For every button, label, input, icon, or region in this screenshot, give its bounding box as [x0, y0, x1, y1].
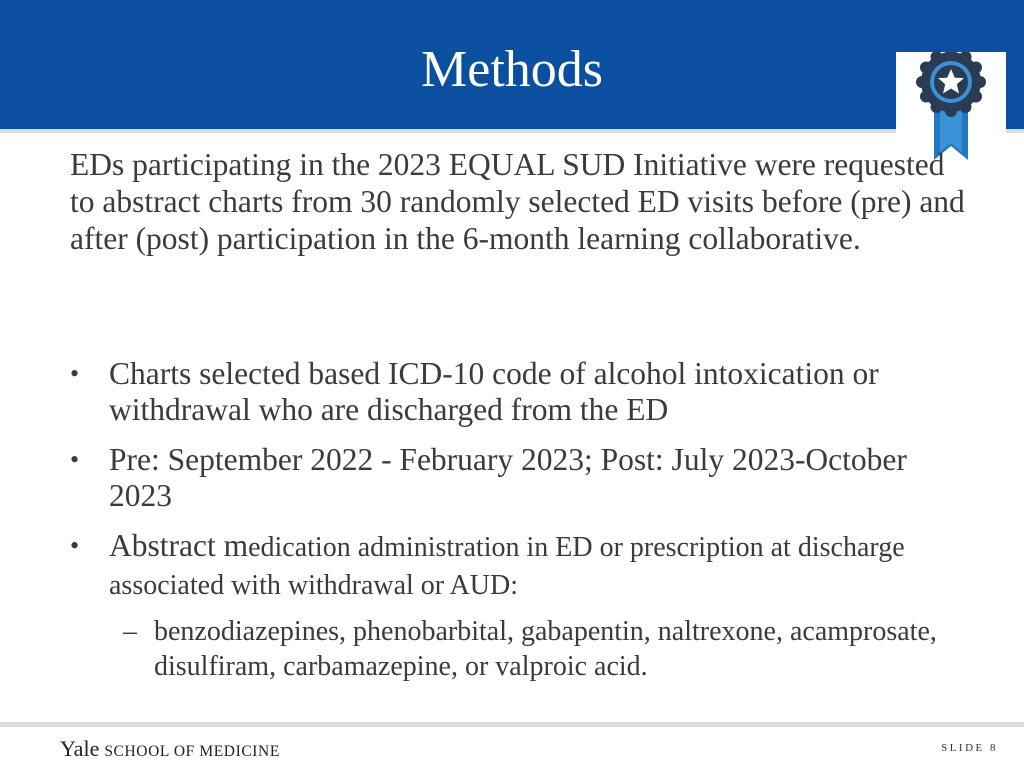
- sub-bullet-list: [109, 614, 975, 684]
- logo-school: SCHOOL OF MEDICINE: [104, 743, 280, 760]
- bullet-list: [70, 356, 975, 698]
- slide-title: Methods: [421, 41, 603, 98]
- yale-logo: [60, 736, 280, 762]
- bullet-text: Pre: September 2022 - February 2023; Post: July 2023-October 2023: [109, 442, 907, 513]
- bullet-marker: •: [70, 531, 80, 560]
- bullet-marker: •: [70, 359, 80, 388]
- logo-yale: Yale: [60, 736, 100, 761]
- bullet-lead: Abstract m: [109, 528, 249, 563]
- slide-body: [70, 146, 975, 682]
- bullet-item: [70, 356, 975, 428]
- sub-bullet-text: benzodiazepines, phenobarbital, gabapentin, naltrexone, acamprosate, disulfiram, carbamazepine, or valproic acid.: [154, 616, 937, 682]
- bullet-text: edication administration in ED or prescription at discharge associated with withdrawal or AUD:: [109, 532, 905, 601]
- intro-paragraph: EDs participating in the 2023 EQUAL SUD Initiative were requested to abstract charts from 30 randomly selected ED visits before (pre) and after (post) participation in the 6-month learning collaborative.: [70, 147, 965, 256]
- slide-number: SLIDE 8: [941, 742, 998, 754]
- award-ribbon-icon: [896, 52, 1006, 160]
- bullet-item: [70, 442, 975, 514]
- bullet-marker: •: [70, 445, 80, 474]
- sub-bullet-item: [109, 614, 975, 684]
- bullet-text: Charts selected based ICD-10 code of alcohol intoxication or withdrawal who are discharged from the ED: [109, 356, 879, 427]
- sub-bullet-marker: –: [123, 616, 137, 647]
- bullet-item: [70, 528, 975, 684]
- footer-divider: [0, 722, 1024, 727]
- title-bar-divider: [0, 129, 1024, 133]
